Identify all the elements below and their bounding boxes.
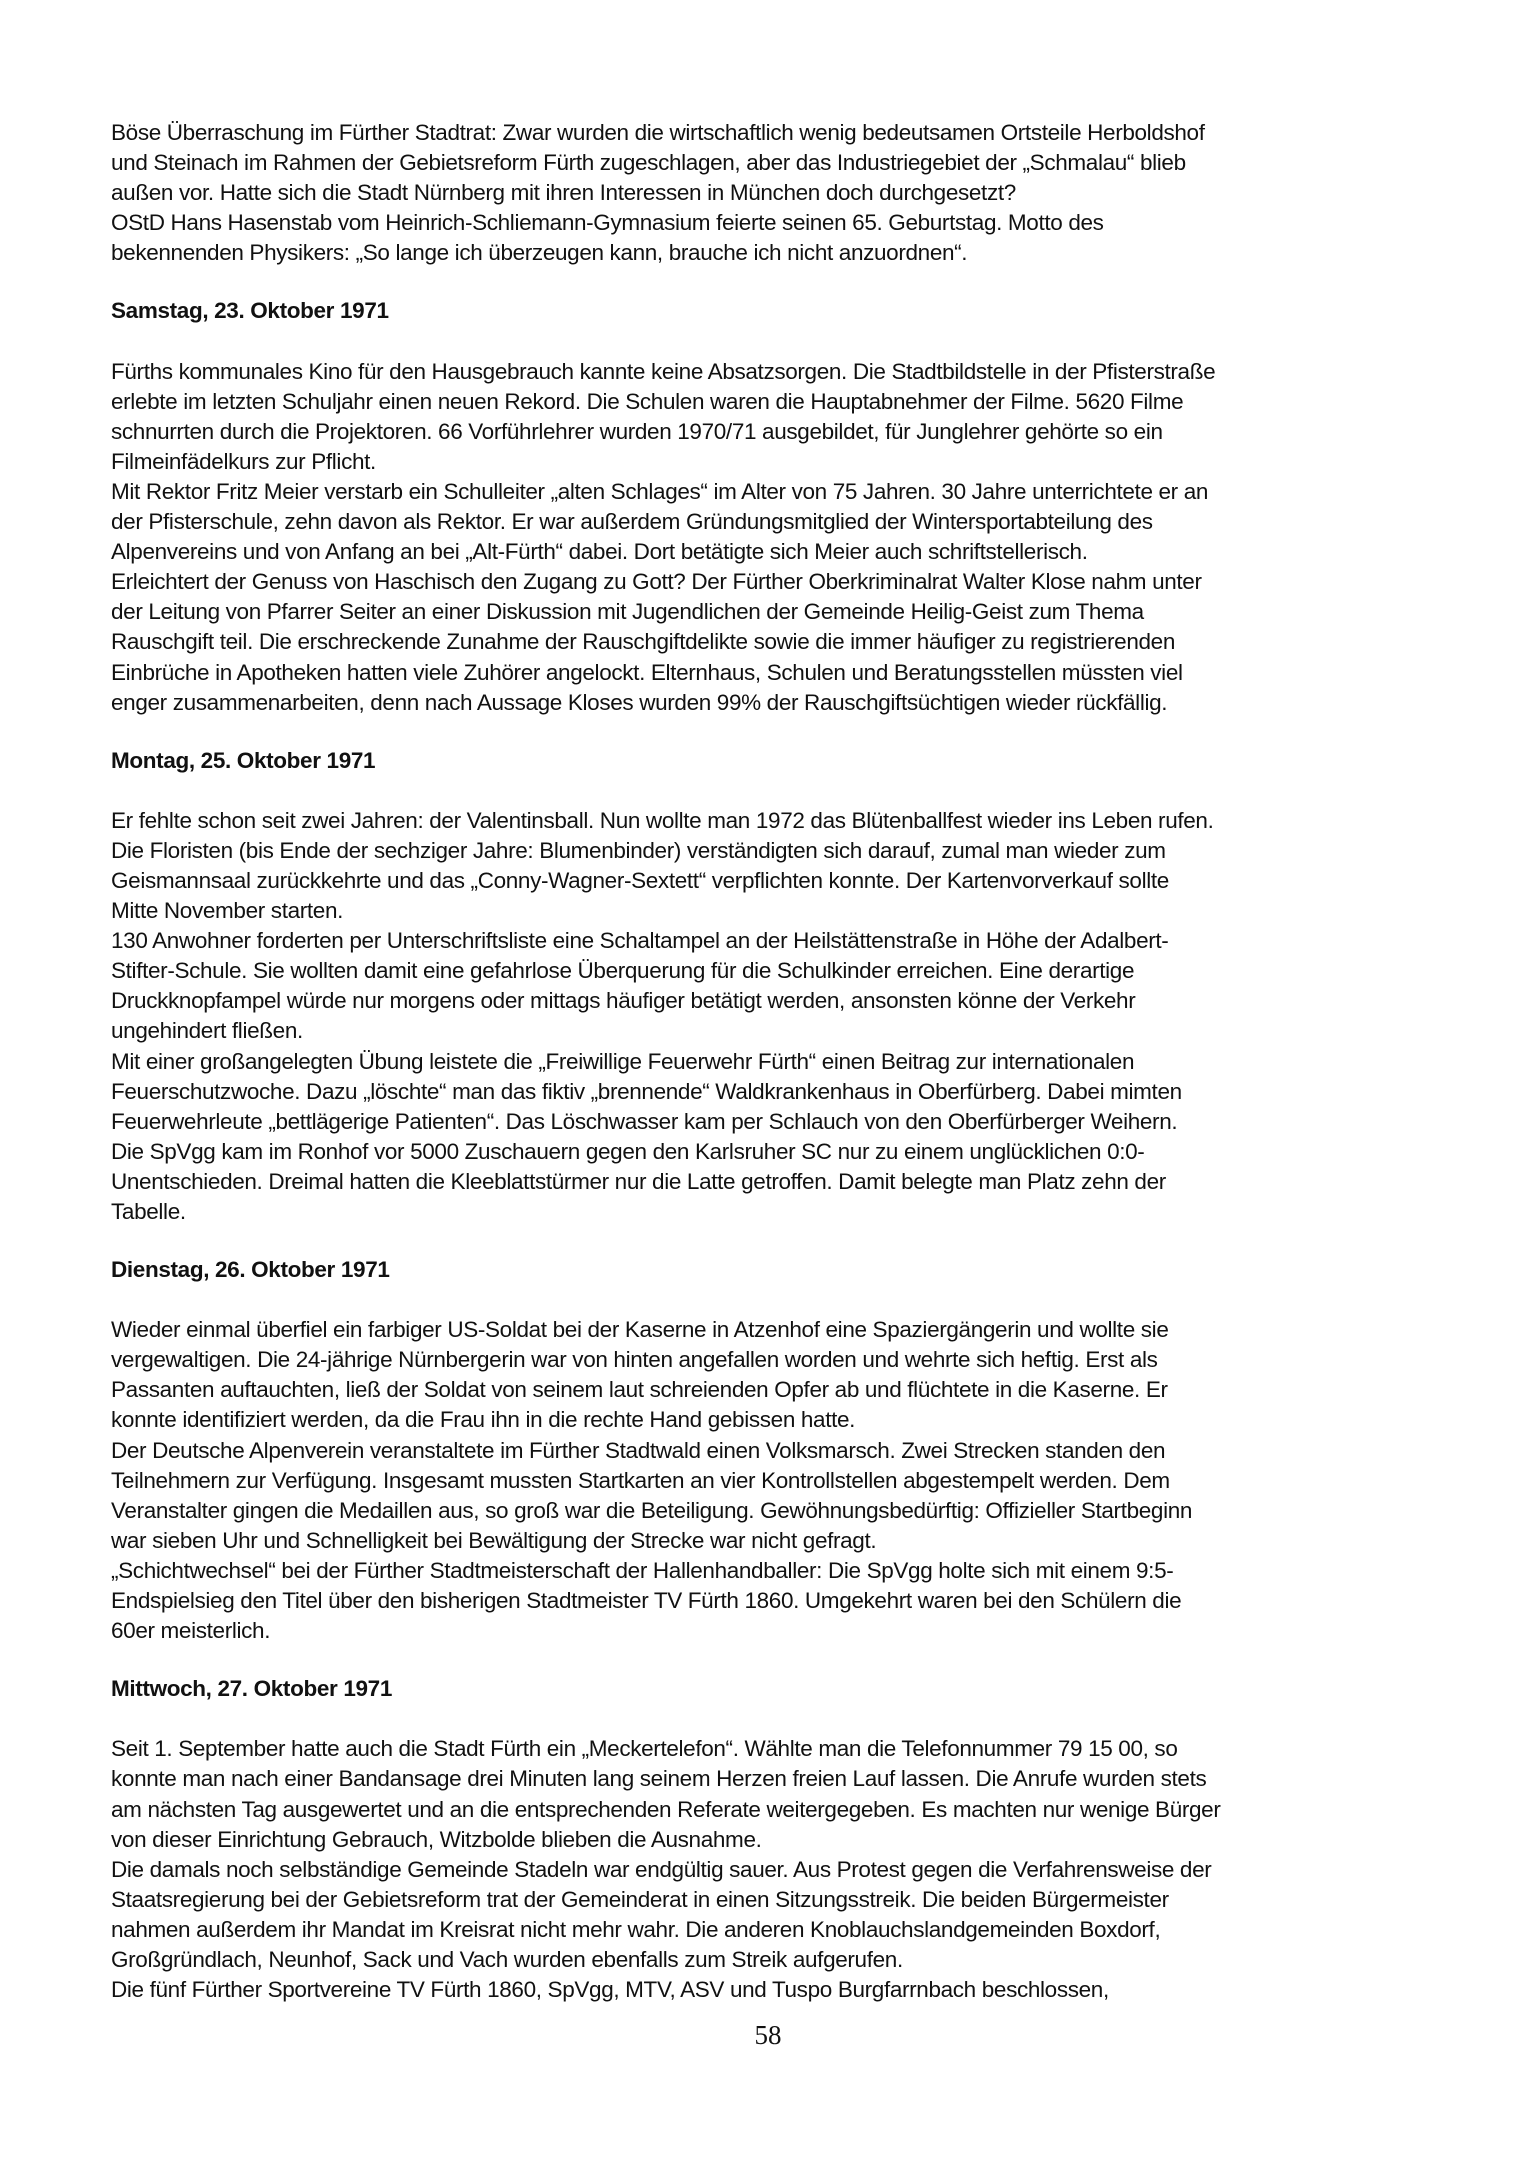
text-line: enger zusammenarbeiten, denn nach Aussage Kloses wurden 99% der Rauschgiftsüchtigen wieder rückfällig.	[111, 689, 1168, 715]
text-line: konnte identifiziert werden, da die Frau ihn in die rechte Hand gebissen hatte.	[111, 1407, 856, 1433]
text-line: Erleichtert der Genuss von Haschisch den Zugang zu Gott? Der Fürther Oberkriminalrat Walter Klose nahm unter	[111, 569, 1202, 595]
text-line: Feuerwehrleute „bettlägerige Patienten“. Das Löschwasser kam per Schlauch von den Oberfürberger Weihern.	[111, 1108, 1178, 1134]
text-line: Seit 1. September hatte auch die Stadt Fürth ein „Meckertelefon“. Wählte man die Telefonnummer 79 15 00, so	[111, 1736, 1178, 1762]
text-line: außen vor. Hatte sich die Stadt Nürnberg mit ihren Interessen in München doch durchgesetzt?	[111, 180, 1016, 206]
text-line: Alpenvereins und von Anfang an bei „Alt-Fürth“ dabei. Dort betätigte sich Meier auch schriftstellerisch.	[111, 539, 1088, 565]
text-line: Mit einer großangelegten Übung leistete die „Freiwillige Feuerwehr Fürth“ einen Beitrag zur internationalen	[111, 1048, 1135, 1074]
section-heading: Mittwoch, 27. Oktober 1971	[111, 1676, 392, 1702]
text-line: Geismannsaal zurückkehrte und das „Conny-Wagner-Sextett“ verpflichten konnte. Der Kartenvorverkauf sollte	[111, 867, 1169, 893]
text-line: ungehindert fließen.	[111, 1018, 303, 1044]
text-line: Die Floristen (bis Ende der sechziger Jahre: Blumenbinder) verständigten sich darauf, zumal man wieder zum	[111, 837, 1166, 863]
page-number: 58	[754, 2020, 782, 2050]
text-line: Endspielsieg den Titel über den bisherigen Stadtmeister TV Fürth 1860. Umgekehrt waren bei den Schülern die	[111, 1588, 1182, 1614]
text-line: Staatsregierung bei der Gebietsreform trat der Gemeinderat in einen Sitzungsstreik. Die beiden Bürgermeister	[111, 1886, 1169, 1912]
text-line: OStD Hans Hasenstab vom Heinrich-Schliemann-Gymnasium feierte seinen 65. Geburtstag. Motto des	[111, 210, 1104, 236]
section-heading: Dienstag, 26. Oktober 1971	[111, 1257, 390, 1283]
text-line: Passanten auftauchten, ließ der Soldat von seinem laut schreienden Opfer ab und flüchtete in die Kaserne. Er	[111, 1377, 1168, 1403]
text-line: 60er meisterlich.	[111, 1618, 271, 1644]
section-heading: Samstag, 23. Oktober 1971	[111, 298, 389, 324]
text-line: Großgründlach, Neunhof, Sack und Vach wurden ebenfalls zum Streik aufgerufen.	[111, 1946, 903, 1972]
text-line: Böse Überraschung im Fürther Stadtrat: Zwar wurden die wirtschaftlich wenig bedeutsamen Ortsteile Herboldshof	[111, 120, 1205, 145]
intro-block	[111, 118, 1441, 268]
section-dienstag-26-oktober	[111, 1255, 1441, 1646]
text-line: der Leitung von Pfarrer Seiter an einer Diskussion mit Jugendlichen der Gemeinde Heilig-Geist zum Thema	[111, 599, 1144, 625]
text-line: Fürths kommunales Kino für den Hausgebrauch kannte keine Absatzsorgen. Die Stadtbildstelle in der Pfisterstraße	[111, 358, 1216, 384]
section-samstag-23-oktober	[111, 296, 1441, 717]
text-line: „Schichtwechsel“ bei der Fürther Stadtmeisterschaft der Hallenhandballer: Die SpVgg holte sich mit einem 9:5-	[111, 1557, 1174, 1583]
text-line: nahmen außerdem ihr Mandat im Kreisrat nicht mehr wahr. Die anderen Knoblauchslandgemeinden Boxdorf,	[111, 1916, 1161, 1942]
text-line: Druckknopfampel würde nur morgens oder mittags häufiger betätigt werden, ansonsten könne der Verkehr	[111, 988, 1136, 1014]
text-line: schnurrten durch die Projektoren. 66 Vorführlehrer wurden 1970/71 ausgebildet, für Junglehrer gehörte so ein	[111, 418, 1163, 444]
text-line: Die SpVgg kam im Ronhof vor 5000 Zuschauern gegen den Karlsruher SC nur zu einem unglücklichen 0:0-	[111, 1138, 1145, 1164]
text-line: Mit Rektor Fritz Meier verstarb ein Schulleiter „alten Schlages“ im Alter von 75 Jahren. 30 Jahre unterrichtete er an	[111, 478, 1209, 504]
text-line: Rauschgift teil. Die erschreckende Zunahme der Rauschgiftdelikte sowie die immer häufiger zu registrierenden	[111, 629, 1175, 655]
document-page	[111, 118, 1441, 2005]
text-line: Filmeinfädelkurs zur Pflicht.	[111, 448, 376, 474]
section-heading: Montag, 25. Oktober 1971	[111, 747, 376, 773]
text-line: Feuerschutzwoche. Dazu „löschte“ man das fiktiv „brennende“ Waldkrankenhaus in Oberfürberg. Dabei mimten	[111, 1078, 1182, 1104]
text-line: Unentschieden. Dreimal hatten die Kleeblattstürmer nur die Latte getroffen. Damit belegte man Platz zehn der	[111, 1168, 1166, 1194]
text-line: Wieder einmal überfiel ein farbiger US-Soldat bei der Kaserne in Atzenhof eine Spaziergängerin und wollte sie	[111, 1317, 1169, 1343]
text-line: bekennenden Physikers: „So lange ich überzeugen kann, brauche ich nicht anzuordnen“.	[111, 240, 968, 266]
text-line: konnte man nach einer Bandansage drei Minuten lang seinem Herzen freien Lauf lassen. Die Anrufe wurden stets	[111, 1766, 1207, 1792]
text-line: von dieser Einrichtung Gebrauch, Witzbolde blieben die Ausnahme.	[111, 1826, 762, 1852]
text-line: Einbrüche in Apotheken hatten viele Zuhörer angelockt. Elternhaus, Schulen und Beratungsstellen müssten viel	[111, 659, 1183, 685]
text-line: Veranstalter gingen die Medaillen aus, so groß war die Beteiligung. Gewöhnungsbedürftig: Offizieller Startbeginn	[111, 1497, 1193, 1523]
section-montag-25-oktober	[111, 746, 1441, 1227]
text-line: Er fehlte schon seit zwei Jahren: der Valentinsball. Nun wollte man 1972 das Blütenballfest wieder ins Leben rufen.	[111, 807, 1214, 833]
text-line: Der Deutsche Alpenverein veranstaltete im Fürther Stadtwald einen Volksmarsch. Zwei Strecken standen den	[111, 1437, 1166, 1463]
section-mittwoch-27-oktober	[111, 1674, 1441, 2005]
text-line: der Pfisterschule, zehn davon als Rektor. Er war außerdem Gründungsmitglied der Wintersportabteilung des	[111, 509, 1153, 535]
text-line: am nächsten Tag ausgewertet und an die entsprechenden Referate weitergegeben. Es machten nur wenige Bürger	[111, 1796, 1221, 1822]
text-line: erlebte im letzten Schuljahr einen neuen Rekord. Die Schulen waren die Hauptabnehmer der Filme. 5620 Filme	[111, 388, 1184, 414]
text-line: vergewaltigen. Die 24-jährige Nürnbergerin war von hinten angefallen worden und wehrte sich heftig. Erst als	[111, 1347, 1158, 1373]
text-line: Mitte November starten.	[111, 898, 344, 924]
text-line: Stifter-Schule. Sie wollten damit eine gefahrlose Überquerung für die Schulkinder erreichen. Eine derartige	[111, 958, 1135, 984]
text-line: Die fünf Fürther Sportvereine TV Fürth 1860, SpVgg, MTV, ASV und Tuspo Burgfarrnbach beschlossen,	[111, 1977, 1109, 2003]
text-line: Die damals noch selbständige Gemeinde Stadeln war endgültig sauer. Aus Protest gegen die Verfahrensweise der	[111, 1856, 1212, 1882]
text-line: und Steinach im Rahmen der Gebietsreform Fürth zugeschlagen, aber das Industriegebiet der „Schmalau“ blieb	[111, 150, 1186, 176]
text-line: Teilnehmern zur Verfügung. Insgesamt mussten Startkarten an vier Kontrollstellen abgestempelt werden. Dem	[111, 1467, 1170, 1493]
text-line: war sieben Uhr und Schnelligkeit bei Bewältigung der Strecke war nicht gefragt.	[111, 1527, 877, 1553]
text-line: 130 Anwohner forderten per Unterschriftsliste eine Schaltampel an der Heilstättenstraße in Höhe der Adalbert-	[111, 928, 1169, 954]
text-line: Tabelle.	[111, 1199, 186, 1224]
